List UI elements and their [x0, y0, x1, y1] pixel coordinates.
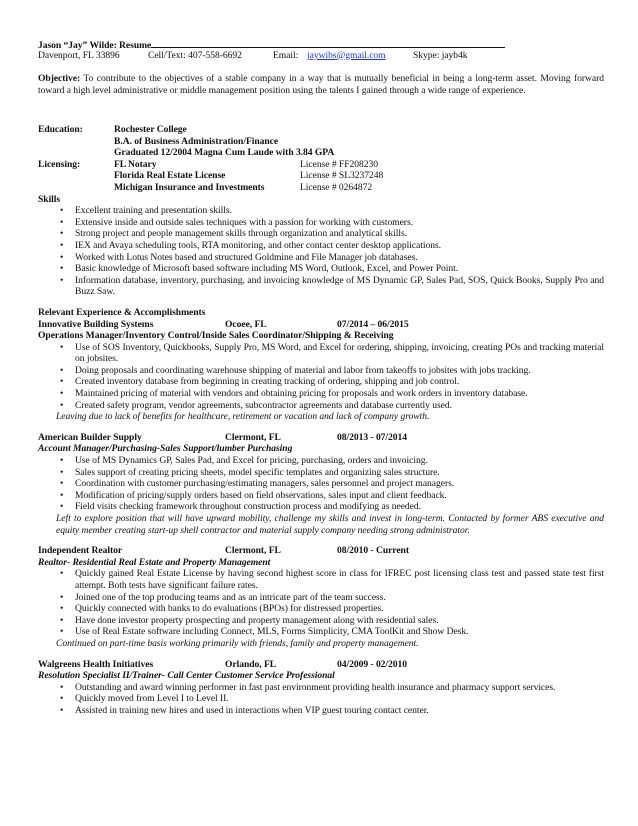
list-item: • Sales support of creating pricing sheets, model specific templates and organizing sales structure. [38, 467, 604, 479]
objective-section [38, 73, 604, 96]
education-label: Education: [38, 124, 83, 135]
list-item: • Created safety program, vendor agreements, subcontractor agreements and database currently used. [38, 400, 604, 412]
list-item: • Doing proposals and coordinating warehouse shipping of material and labor from takeoffs to jobsites with jobs tracking. [38, 365, 604, 377]
education-degree: B.A. of Business Administration/Finance [114, 135, 279, 147]
list-item: • Have done investor property prospecting and property management along with residential sales. [38, 615, 604, 627]
list-item: • Field visits checking framework throughout construction process and modifying as needed. [38, 501, 604, 513]
job-dates: 08/2013 - 07/2014 [337, 431, 408, 443]
list-item: • Maintained pricing of material with vendors and obtaining pricing for proposals and work orders in inventory database. [38, 388, 604, 400]
license-name: FL Notary [114, 158, 157, 170]
list-item: • Use of Real Estate software including Connect, MLS, Forms Simplicity, CMA ToolKit and Show Desk. [38, 626, 604, 638]
job-location: Ocoee, FL [225, 318, 267, 330]
list-item: • Outstanding and award winning performer in fast past environment providing health insurance and pharmacy support services. [38, 682, 604, 694]
license-number: License # 0264872 [300, 181, 373, 193]
license-name: Michigan Insurance and Investments [114, 181, 265, 193]
job-location: Clermont, FL [225, 431, 281, 443]
education-graduated: Graduated 12/2004 Magna Cum Laude with 3.84 GPA [114, 147, 335, 159]
skills-label: Skills [38, 193, 61, 205]
list-item: • Quickly connected with banks to do evaluations (BPOs) for distressed properties. [38, 603, 604, 615]
licensing-row [38, 159, 604, 171]
list-item: • Worked with Lotus Notes based and structured Goldmine and File Manager job databases. [38, 252, 604, 264]
license-number: License # SL3237248 [300, 170, 384, 182]
header-rule [151, 38, 505, 48]
objective-label: Objective: [38, 73, 81, 84]
job-entry [38, 659, 604, 717]
job-bullets [38, 568, 604, 638]
job-location: Clermont, FL [225, 545, 281, 557]
skills-list [38, 205, 604, 298]
location: Davenport, FL 33896 [38, 49, 120, 61]
license-number: License # FF208230 [300, 158, 378, 170]
job-company: Walgreens Health Initiatives [38, 658, 154, 670]
license-name: Florida Real Estate License [114, 170, 226, 182]
job-entry [38, 319, 604, 423]
education-section [38, 124, 604, 717]
contact-line [38, 50, 604, 62]
job-entry [38, 545, 604, 649]
list-item: • Joined one of the top producing teams and as an intricate part of the team success. [38, 592, 604, 604]
job-title: Account Manager/Purchasing-Sales Support/lumber Purchasing [38, 443, 293, 455]
job-dates: 07/2014 – 06/2015 [337, 318, 409, 330]
list-item: • Quickly gained Real Estate License by having second highest score in class for IFREC post licensing class test and passed state test first attempt. Both tests have significant failure rates. [38, 568, 604, 591]
name-title: Jason “Jay” Wilde: Resume [38, 40, 152, 51]
list-item: • Information database, inventory, purchasing, and invoicing knowledge of MS Dynamic GP, Sales Pad, SOS, Quick Books, Supply Pro and Buzz Saw. [38, 275, 604, 298]
list-item: • Modification of pricing/supply orders based on field observations, sales input and client feedback. [38, 490, 604, 502]
list-item: • Use of MS Dynamics GP, Sales Pad, and Excel for pricing, purchasing, orders and invoicing. [38, 455, 604, 467]
job-bullets [38, 682, 604, 717]
list-item: • Quickly moved from Level I to Level II. [38, 693, 604, 705]
job-title: Resolution Specialist II/Trainer- Call Center Customer Service Professional [38, 670, 335, 682]
job-note: Leaving due to lack of benefits for healthcare, retirement or vacation and lack of company growth. [56, 411, 430, 423]
resume-header [38, 38, 604, 61]
phone: Cell/Text: 407-558-6692 [148, 49, 242, 61]
list-item: • Coordination with customer purchasing/estimating managers, sales personnel and project managers. [38, 478, 604, 490]
job-company: Independent Realtor [38, 545, 123, 557]
job-title: Operations Manager/Inventory Control/Inside Sales Coordinator/Shipping & Receiving [38, 330, 394, 342]
experience-label: Relevant Experience & Accomplishments [38, 306, 206, 318]
list-item: • Use of SOS Inventory, Quickbooks, Supply Pro, MS Word, and Excel for ordering, shipping, invoicing, creating POs and tracking material on jobsites. [38, 342, 604, 365]
job-location: Orlando, FL [225, 658, 277, 670]
job-bullets [38, 342, 604, 412]
skype: Skype: jayb4k [413, 49, 468, 61]
licensing-row [38, 182, 604, 194]
list-item: • IEX and Avaya scheduling tools, RTA monitoring, and other contact center desktop applications. [38, 240, 604, 252]
job-company: Innovative Building Systems [38, 318, 154, 330]
education-school: Rochester College [114, 124, 187, 135]
licensing-label: Licensing: [38, 158, 81, 170]
job-title: Realtor- Residential Real Estate and Property Management [38, 556, 271, 568]
list-item: • Assisted in training new hires and used in interactions when VIP guest touring contact center. [38, 705, 604, 717]
email-label: Email: [273, 49, 299, 61]
job-company: American Builder Supply [38, 431, 142, 443]
list-item: • Excellent training and presentation skills. [38, 205, 604, 217]
list-item: • Basic knowledge of Microsoft based software including MS Word, Outlook, Excel, and Power Point. [38, 263, 604, 275]
job-dates: 04/2009 - 02/2010 [337, 658, 408, 670]
job-dates: 08/2010 - Current [337, 545, 409, 557]
list-item: • Created inventory database from beginning in creating tracking of ordering, shipping and job control. [38, 376, 604, 388]
email-link[interactable]: jaywibs@gmail.com [307, 49, 386, 61]
name-line [38, 38, 604, 50]
objective-text: To contribute to the objectives of a stable company in a way that is mutually beneficial in being a long-term asset. Moving forward toward a high level administrative or middle management position using the talents I gained through a wide range of experience. [38, 73, 604, 96]
job-entry [38, 432, 604, 536]
list-item: • Strong project and people management skills through organization and analytical skills. [38, 228, 604, 240]
list-item: • Extensive inside and outside sales techniques with a passion for working with customers. [38, 217, 604, 229]
job-note: Continued on part-time basis working primarily with friends, family and property management. [56, 637, 419, 649]
licensing-row [38, 170, 604, 182]
job-bullets [38, 455, 604, 513]
job-note: Left to explore position that will have upward mobility, challenge my skills and invest in long-term. Contacted by former ABS executive and equity member creating start-up shell contractor and material supply company needing strong administrator. [56, 513, 604, 536]
